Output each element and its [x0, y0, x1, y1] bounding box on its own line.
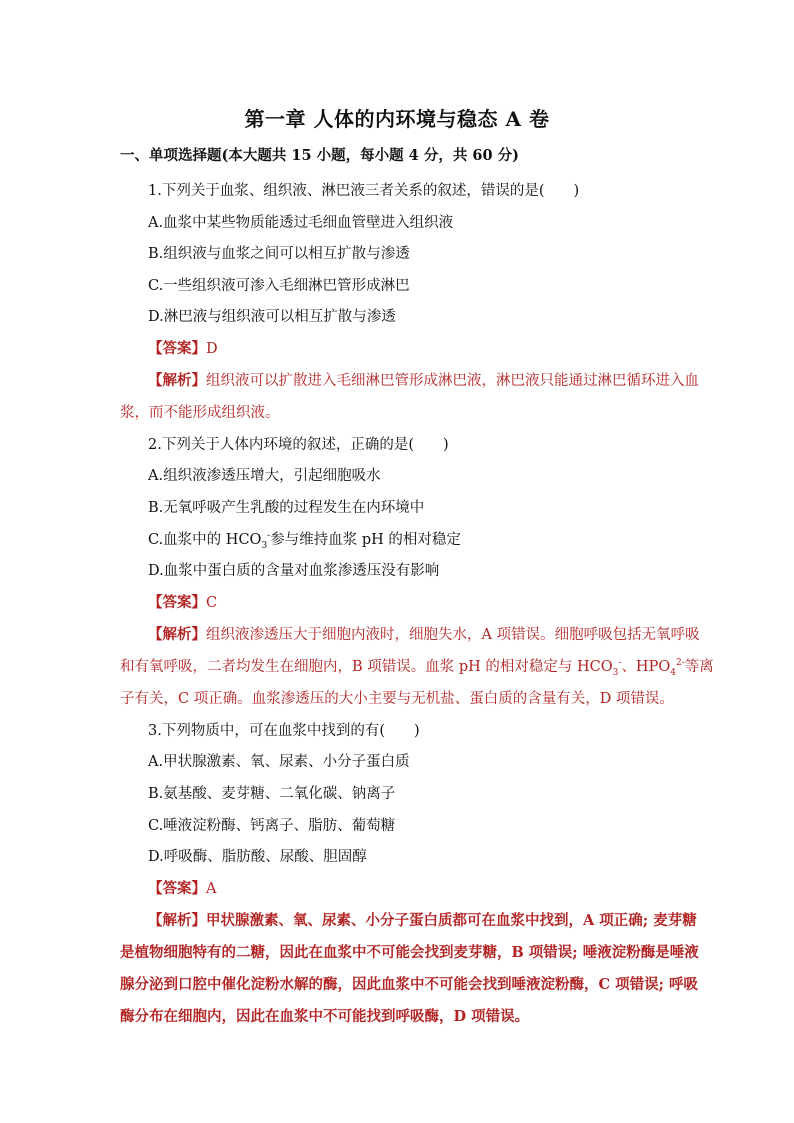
- question-3-option-d: D.呼吸酶、脂肪酸、尿酸、胆固醇: [148, 849, 367, 865]
- question-3-analysis-line-2: 是植物细胞特有的二糖，因此在血浆中不可能会找到麦芽糖，B 项错误; 唾液淀粉酶是唾液: [120, 944, 699, 961]
- section-heading: 一、单项选择题(本大题共 15 小题，每小题 4 分，共 60 分): [120, 147, 519, 164]
- question-2-option-c: C.血浆中的 $HCO_3^-$参与维持血浆 pH 的相对稳定: [148, 531, 461, 551]
- question-2-answer: [148, 591, 217, 612]
- question-2-option-d: D.血浆中蛋白质的含量对血浆渗透压没有影响: [148, 563, 440, 579]
- answer-tag: 【答案】: [148, 594, 206, 611]
- question-1-option-b: B.组织液与血浆之间可以相互扩散与渗透: [148, 246, 410, 262]
- question-2-option-b: B.无氧呼吸产生乳酸的过程发生在内环境中: [148, 500, 425, 516]
- question-3-analysis-line-3: 腺分泌到口腔中催化淀粉水解的酶，因此血浆中不可能会找到唾液淀粉酶，C 项错误; 呼吸: [120, 976, 698, 993]
- question-2-option-a: A.组织液渗透压增大，引起细胞吸水: [148, 468, 381, 484]
- analysis-tag: 【解析】: [148, 912, 206, 929]
- question-3-analysis-line-1: 【解析】甲状腺激素、氧、尿素、小分子蛋白质都可在血浆中找到，A 项正确; 麦芽糖: [148, 912, 697, 929]
- answer-value: A: [206, 881, 217, 897]
- question-2-analysis-line-1: 【解析】组织液渗透压大于细胞内液时，细胞失水，A 项错误。细胞呼吸包括无氧呼吸: [148, 626, 700, 643]
- answer-value: C: [206, 595, 218, 611]
- question-3-stem: 3.下列物质中，可在血浆中找到的有( ): [148, 723, 420, 739]
- question-2-stem: 2.下列关于人体内环境的叙述，正确的是( ): [148, 437, 449, 453]
- question-1-option-c: C.一些组织液可渗入毛细淋巴管形成淋巴: [148, 278, 410, 294]
- question-2-analysis-line-3: 子有关，C 项正确。血浆渗透压的大小主要与无机盐、蛋白质的含量有关，D 项错误。: [120, 691, 674, 707]
- document-title: 第一章 人体的内环境与稳态 A 卷: [244, 107, 550, 131]
- answer-value: D: [206, 341, 218, 357]
- question-3-option-b: B.氨基酸、麦芽糖、二氧化碳、钠离子: [148, 786, 396, 802]
- question-1-answer: [148, 337, 218, 358]
- question-2-analysis-line-2: 和有氧呼吸，二者均发生在细胞内，B 项错误。血浆 pH 的相对稳定与 $HCO_3^-$、$HPO_4^{2-}$等离: [120, 658, 714, 678]
- question-1-stem: 1.下列关于血浆、组织液、淋巴液三者关系的叙述，错误的是( ): [148, 183, 580, 199]
- question-3-option-c: C.唾液淀粉酶、钙离子、脂肪、葡萄糖: [148, 818, 396, 834]
- question-1-analysis-line-1: 【解析】组织液可以扩散进入毛细淋巴管形成淋巴液，淋巴液只能通过淋巴循环进入血: [148, 372, 699, 389]
- answer-tag: 【答案】: [148, 340, 206, 357]
- analysis-tag: 【解析】: [148, 372, 206, 389]
- question-3-answer: [148, 877, 216, 898]
- question-3-analysis-line-4: 酶分布在细胞内，因此在血浆中不可能找到呼吸酶，D 项错误。: [120, 1008, 530, 1025]
- question-3-option-a: A.甲状腺激素、氧、尿素、小分子蛋白质: [148, 754, 410, 770]
- question-1-option-d: D.淋巴液与组织液可以相互扩散与渗透: [148, 309, 396, 325]
- answer-tag: 【答案】: [148, 880, 206, 897]
- analysis-tag: 【解析】: [148, 626, 206, 643]
- question-1-option-a: A.血浆中某些物质能透过毛细血管壁进入组织液: [148, 215, 454, 231]
- question-1-analysis-line-2: 浆，而不能形成组织液。: [120, 405, 280, 421]
